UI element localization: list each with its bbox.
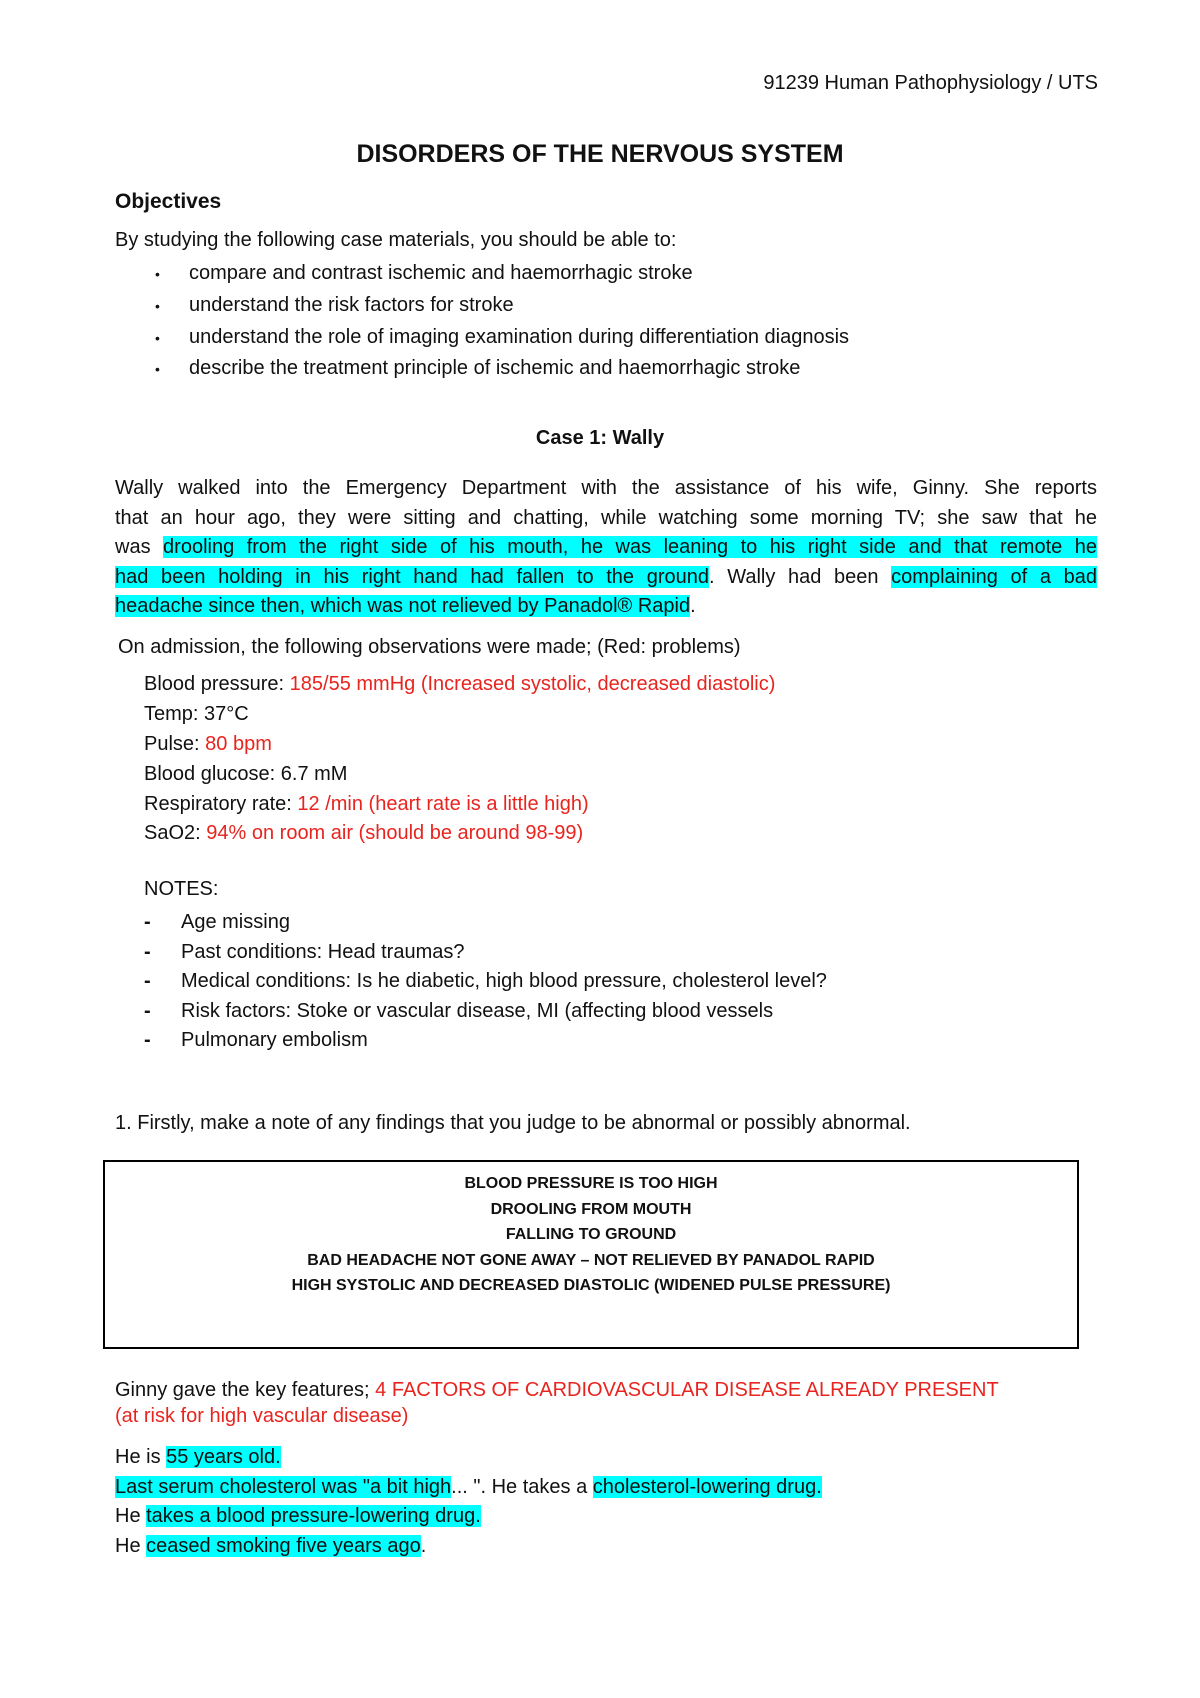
note-item: Pulmonary embolism — [181, 1029, 368, 1051]
bullet-icon: • — [155, 361, 160, 377]
course-header: 91239 Human Pathophysiology / UTS — [763, 72, 1098, 94]
bullet-icon: • — [155, 298, 160, 314]
fact-text: ... ". He takes a — [451, 1476, 593, 1498]
observation-label: Temp: 37°C — [144, 703, 249, 725]
case-line — [115, 592, 1097, 622]
objective-item: describe the treatment principle of ischemic and haemorrhagic stroke — [189, 357, 801, 379]
risk-factor-note: 4 FACTORS OF CARDIOVASCULAR DISEASE ALREADY PRESENT (at risk for high vascular disease) — [115, 1379, 999, 1427]
document-title: DISORDERS OF THE NERVOUS SYSTEM — [356, 140, 844, 168]
answer-line: FALLING TO GROUND — [505, 1226, 677, 1243]
highlighted-fact: Last serum cholesterol was "a bit high — [115, 1476, 452, 1498]
objective-item: understand the role of imaging examination during differentiation diagnosis — [189, 326, 850, 348]
observation-label: Pulse: — [144, 733, 206, 755]
ginny-intro: Ginny gave the key features; — [115, 1379, 376, 1401]
answer-line: HIGH SYSTOLIC AND DECREASED DIASTOLIC (WIDENED PULSE PRESSURE) — [291, 1277, 891, 1294]
highlighted-fact: 55 years old. — [166, 1446, 281, 1468]
objective-item: understand the risk factors for stroke — [189, 294, 514, 316]
objectives-heading: Objectives — [115, 190, 222, 213]
answer-line: BLOOD PRESSURE IS TOO HIGH — [464, 1175, 718, 1192]
observation-temp — [144, 703, 249, 726]
observation-label: Blood pressure: — [144, 673, 290, 695]
observation-label: Blood glucose: 6.7 mM — [144, 763, 348, 785]
fact-text: He — [115, 1505, 147, 1527]
note-item: Medical conditions: Is he diabetic, high blood pressure, cholesterol level? — [181, 970, 827, 992]
highlighted-symptom: headache since then, which was not relieved by Panadol® Rapid — [115, 595, 691, 617]
observation-value: 80 bpm — [205, 733, 272, 755]
case-text: was — [115, 536, 164, 558]
observation-blood-pressure — [144, 673, 775, 696]
fact-smoking — [115, 1535, 426, 1558]
highlighted-symptom: drooling from the right side of his mouth, he was leaning to his right side and that remote he — [163, 536, 1097, 558]
observation-label: SaO2: — [144, 822, 207, 844]
answer-line: DROOLING FROM MOUTH — [490, 1201, 692, 1218]
objective-item: compare and contrast ischemic and haemorrhagic stroke — [189, 262, 693, 284]
highlighted-fact: takes a blood pressure-lowering drug. — [146, 1505, 481, 1527]
observation-sao2 — [144, 822, 583, 845]
case-line — [115, 563, 1097, 593]
observation-pulse — [144, 733, 272, 756]
objectives-intro: By studying the following case materials, you should be able to: — [115, 229, 677, 251]
observation-blood-glucose — [144, 763, 347, 786]
dash-icon: - — [144, 970, 151, 992]
note-item: Past conditions: Head traumas? — [181, 941, 465, 963]
ginny-paragraph — [115, 1377, 1015, 1429]
case-paragraph — [115, 474, 1097, 622]
fact-age — [115, 1446, 281, 1469]
case-line — [115, 533, 1097, 563]
fact-text: He is — [115, 1446, 167, 1468]
highlighted-symptom: had been holding in his right hand had fallen to the ground — [115, 565, 709, 588]
admission-intro: On admission, the following observations were made; (Red: problems) — [118, 636, 741, 658]
dash-icon: - — [144, 911, 151, 933]
bullet-icon: • — [155, 330, 160, 346]
dash-icon: - — [144, 941, 151, 963]
observation-label: Respiratory rate: — [144, 793, 298, 815]
fact-cholesterol — [115, 1476, 822, 1499]
observation-value: 94% on room air (should be around 98-99) — [206, 822, 584, 844]
case-line: Wally walked into the Emergency Department with the assistance of his wife, Ginny. She reports — [115, 477, 1097, 499]
bullet-icon: • — [155, 266, 160, 282]
highlighted-symptom: complaining of a bad — [891, 565, 1098, 588]
case-text: . Wally had been — [708, 565, 892, 588]
answer-line: BAD HEADACHE NOT GONE AWAY – NOT RELIEVED BY PANADOL RAPID — [307, 1252, 875, 1269]
highlighted-fact: ceased smoking five years ago — [146, 1535, 421, 1557]
note-item: Age missing — [181, 911, 290, 933]
notes-heading: NOTES: — [144, 878, 219, 900]
case-line: that an hour ago, they were sitting and chatting, while watching some morning TV; she saw that he — [115, 506, 1097, 529]
observation-respiratory-rate — [144, 793, 589, 816]
case-text: . — [690, 595, 696, 617]
answer-box — [103, 1160, 1079, 1349]
dash-icon: - — [144, 1029, 151, 1051]
case-heading: Case 1: Wally — [535, 427, 665, 449]
dash-icon: - — [144, 1000, 151, 1022]
fact-text: He — [115, 1535, 147, 1557]
note-item: Risk factors: Stoke or vascular disease, MI (affecting blood vessels — [181, 1000, 774, 1022]
fact-blood-pressure-drug — [115, 1505, 481, 1528]
question-1: 1. Firstly, make a note of any findings that you judge to be abnormal or possibly abnormal. — [115, 1112, 911, 1134]
observation-value: 185/55 mmHg (Increased systolic, decreased diastolic) — [289, 673, 776, 695]
observation-value: 12 /min (heart rate is a little high) — [297, 793, 589, 815]
highlighted-fact: cholesterol-lowering drug. — [592, 1476, 822, 1498]
fact-text: . — [420, 1535, 427, 1557]
